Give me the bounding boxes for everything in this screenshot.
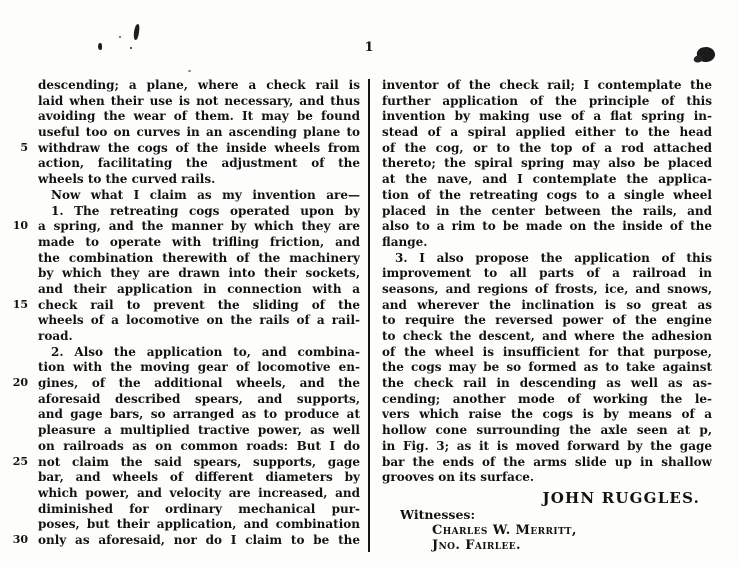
text-line: useful too on curves in an ascending plane to [38, 125, 360, 140]
text-line: action, facilitating the adjustment of the [38, 156, 360, 171]
witnesses-label: Witnesses: [400, 506, 476, 522]
text-line: the cogs may be so formed as to take against [382, 360, 712, 375]
margin-line-number: 20 [12, 376, 28, 390]
page-number: 1 [364, 40, 374, 55]
column-divider-rule [368, 79, 370, 552]
witness-name: Jno. Fairlee. [432, 538, 521, 554]
text-line: improvement to all parts of a railroad in [382, 266, 712, 281]
text-line: bar the ends of the arms slide up in shallow [382, 454, 712, 469]
text-line: withdraw the cogs of the inside wheels from [38, 140, 360, 155]
text-line: 3. I also propose the application of this [395, 250, 712, 265]
text-line: inventor of the check rail; I contemplate the [382, 78, 712, 92]
ink-smudge [133, 24, 140, 40]
text-line: laid when their use is not necessary, and thus [38, 93, 360, 108]
text-line: placed in the center between the rails, and [382, 203, 712, 218]
text-line: check rail to prevent the sliding of the [38, 297, 360, 312]
text-line: not claim the said spears, supports, gage [38, 454, 360, 469]
text-line: seasons, and regions of frosts, ice, and snows, [382, 281, 712, 296]
margin-line-number: 5 [20, 140, 28, 154]
right-column-text [382, 78, 712, 486]
margin-line-number: 10 [12, 219, 28, 233]
text-line: stead of a spiral applied either to the head [382, 125, 712, 140]
witness-name: Charles W. Merritt, [432, 522, 577, 538]
text-line: a spring, and the manner by which they are [38, 219, 360, 234]
text-line: also to a rim to be made on the inside of the [382, 219, 712, 234]
text-line: thereto; the spiral spring may also be placed [382, 156, 712, 171]
text-line: to require the reversed power of the engine [382, 313, 712, 328]
text-line: to check the descent, and where the adhesion [382, 329, 712, 343]
text-line: made to operate with trifling friction, and [38, 234, 360, 249]
text-line: 1. The retreating cogs operated upon by [51, 203, 360, 218]
text-line: at the nave, and I contemplate the applica- [382, 172, 712, 187]
margin-line-number: 25 [12, 454, 28, 468]
text-line: pleasure a multiplied tractive power, as well [38, 423, 360, 438]
line-number-gutter [4, 78, 28, 552]
ink-smudge [188, 70, 191, 72]
text-line: and wherever the inclination is so great as [382, 297, 712, 312]
text-line: which power, and velocity are increased, and [38, 485, 360, 500]
text-line: gines, of the additional wheels, and the [38, 376, 360, 391]
text-line: further application of the principle of this [382, 93, 712, 108]
signature-john-ruggles: JOHN RUGGLES. [542, 488, 700, 507]
text-line: Now what I claim as my invention are— [51, 187, 360, 202]
text-line: the check rail in descending as well as as- [382, 376, 712, 391]
text-line: poses, but their application, and combination [38, 517, 360, 532]
text-line: avoiding the wear of them. It may be found [38, 109, 360, 124]
text-line: tion with the moving gear of locomotive en- [38, 360, 360, 375]
text-line: on railroads as on common roads: But I do [38, 438, 360, 453]
text-line: cending; another mode of working the le- [382, 391, 712, 406]
right-column [382, 78, 712, 554]
text-line: of the cog, or to the top of a rod attached [382, 140, 712, 155]
text-line: descending; a plane, where a check rail is [38, 78, 360, 92]
text-line: and their application in connection with a [38, 281, 360, 296]
text-line: vers which raise the cogs is by means of a [382, 407, 712, 422]
text-line: by which they are drawn into their sockets, [38, 266, 360, 281]
text-line: the combination therewith of the machinery [38, 250, 360, 265]
ink-smudge [119, 36, 121, 38]
text-line: road. [38, 329, 73, 343]
text-line: hollow cone surrounding the axle seen at p, [382, 423, 712, 438]
text-line: 2. Also the application to, and combina- [51, 344, 360, 359]
text-line: diminished for ordinary mechanical pur- [38, 501, 360, 516]
text-line: grooves on its surface. [382, 470, 535, 485]
margin-line-number: 30 [12, 533, 28, 547]
text-line: in Fig. 3; as it is moved forward by the gage [382, 438, 712, 453]
text-line: and gage bars, so arranged as to produce at [38, 407, 360, 422]
left-column-text [38, 78, 360, 549]
text-line: invention by making use of a flat spring in- [382, 109, 712, 124]
text-line: bar, and wheels of different diameters by [38, 470, 360, 485]
text-line: wheels of a locomotive on the rails of a rail- [38, 313, 360, 328]
text-line: of the wheel is insufficient for that purpose, [382, 344, 712, 359]
text-line: aforesaid described spears, and supports, [38, 391, 360, 406]
left-column [38, 78, 360, 549]
text-line: only as aforesaid, nor do I claim to be the [38, 532, 360, 547]
margin-line-number: 15 [12, 297, 28, 311]
text-line: wheels to the curved rails. [38, 172, 216, 187]
text-line: flange. [382, 234, 428, 249]
text-line: tion of the retreating cogs to a single wheel [382, 187, 712, 202]
